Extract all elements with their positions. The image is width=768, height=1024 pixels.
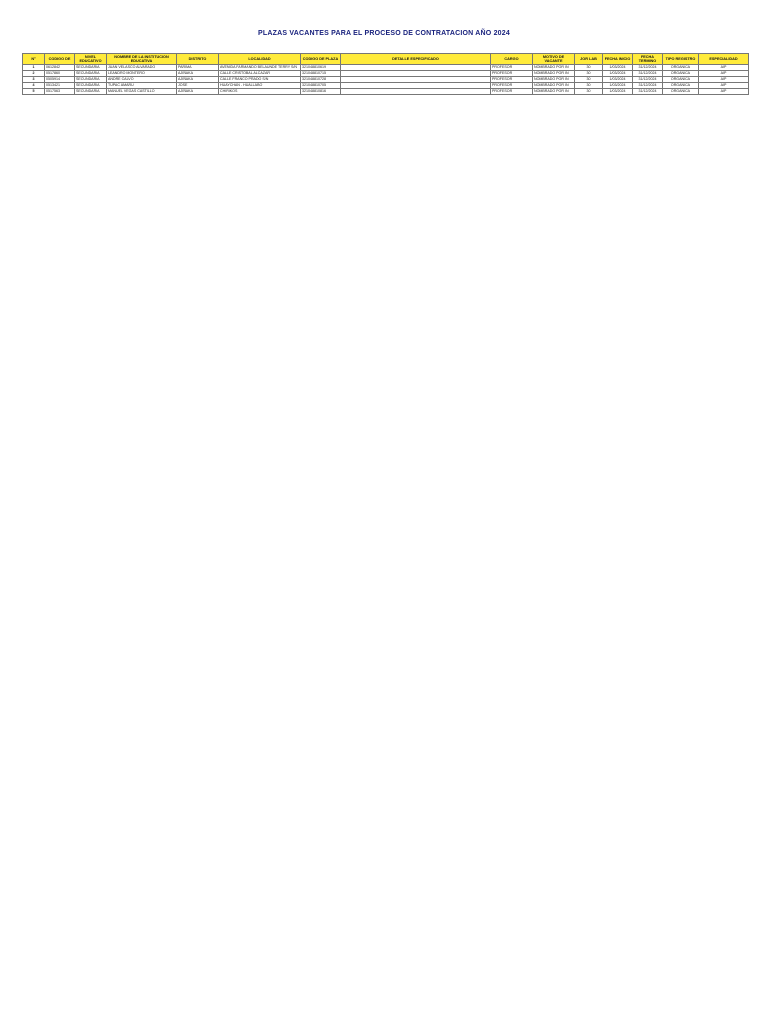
table-row xyxy=(23,89,749,95)
fecha-termino-cell: 31/12/2024 xyxy=(633,65,663,71)
cargo-cell: PROFESOR xyxy=(491,65,533,71)
nivel-educativo-cell: SECUNDARIA xyxy=(75,65,107,71)
col-codigo-modular-header: CODIGO DE xyxy=(45,54,75,65)
tipo-registro-cell: ORGANICA xyxy=(663,77,699,83)
institucion-educativa-cell: ANDRE CALVO xyxy=(107,77,177,83)
localidad-cell: AVENIDA FARMANDO BELAUNDE TERRY S/N xyxy=(219,65,301,71)
jornada-laboral-cell: 30 xyxy=(575,83,603,89)
codigo-plaza-cell: 321048810715 xyxy=(301,71,341,77)
codigo-plaza-cell: 321048810619 xyxy=(301,65,341,71)
codigo-modular-cell: 0517563 xyxy=(45,89,75,95)
institucion-educativa-cell: LEANDRO MONTERO xyxy=(107,71,177,77)
jornada-laboral-cell: 30 xyxy=(575,71,603,77)
page-title: PLAZAS VACANTES PARA EL PROCESO DE CONTRATACION AÑO 2024 xyxy=(258,30,510,37)
especialidad-cell: AIP xyxy=(699,89,749,95)
jornada-laboral-cell: 30 xyxy=(575,89,603,95)
tipo-registro-cell: ORGANICA xyxy=(663,89,699,95)
col-numero-header: N° xyxy=(23,54,45,65)
distrito-cell: JOSE xyxy=(177,83,219,89)
motivo-vacante-cell: NOMBRADO POR IN xyxy=(533,83,575,89)
fecha-inicio-cell: 1/03/2024 xyxy=(603,71,633,77)
cargo-cell: PROFESOR xyxy=(491,71,533,77)
fecha-termino-cell: 31/12/2024 xyxy=(633,71,663,77)
col-fecha-inicio-header: FECHA INICIO xyxy=(603,54,633,65)
cargo-cell: PROFESOR xyxy=(491,89,533,95)
fecha-inicio-cell: 1/03/2024 xyxy=(603,65,633,71)
motivo-vacante-cell: NOMBRADO POR IN xyxy=(533,71,575,77)
localidad-cell: CALLE FRANCO PRADO S/N xyxy=(219,77,301,83)
distrito-cell: AJIÑAKA xyxy=(177,77,219,83)
col-codigo-plaza-header: CODIGO DE PLAZA xyxy=(301,54,341,65)
col-nivel-educativo-header: NIVEL EDUCATIVO xyxy=(75,54,107,65)
row-number-cell: 2 xyxy=(23,71,45,77)
nivel-educativo-cell: SECUNDARIA xyxy=(75,71,107,77)
institucion-educativa-cell: JUAN VELASCO ALVARADO xyxy=(107,65,177,71)
col-detalle-header: DETALLE ESPECIFICADO xyxy=(341,54,491,65)
row-number-cell: 3 xyxy=(23,77,45,83)
col-localidad-header: LOCALIDAD xyxy=(219,54,301,65)
jornada-laboral-cell: 30 xyxy=(575,77,603,83)
codigo-modular-cell: 0505914 xyxy=(45,77,75,83)
nivel-educativo-cell: SECUNDARIA xyxy=(75,83,107,89)
fecha-termino-cell: 31/12/2024 xyxy=(633,83,663,89)
nivel-educativo-cell: SECUNDARIA xyxy=(75,89,107,95)
fecha-termino-cell: 31/12/2024 xyxy=(633,77,663,83)
especialidad-cell: AIP xyxy=(699,71,749,77)
col-institucion-header: NOMBRE DE LA INSTITUCION EDUCATIVA xyxy=(107,54,177,65)
row-number-cell: 1 xyxy=(23,65,45,71)
motivo-vacante-cell: NOMBRADO POR IN xyxy=(533,65,575,71)
fecha-inicio-cell: 1/03/2024 xyxy=(603,89,633,95)
fecha-termino-cell: 31/12/2024 xyxy=(633,89,663,95)
col-motivo-vacante-header: MOTIVO DE VACANTE xyxy=(533,54,575,65)
localidad-cell: CHIRIKOS xyxy=(219,89,301,95)
row-number-cell: 4 xyxy=(23,83,45,89)
especialidad-cell: AIP xyxy=(699,83,749,89)
codigo-modular-cell: 0517860 xyxy=(45,71,75,77)
col-fecha-termino-header: FECHA TERMINO xyxy=(633,54,663,65)
row-number-cell: 5 xyxy=(23,89,45,95)
tipo-registro-cell: ORGANICA xyxy=(663,71,699,77)
tipo-registro-cell: ORGANICA xyxy=(663,83,699,89)
col-especialidad-header: ESPECIALIDAD xyxy=(699,54,749,65)
col-distrito-header: DISTRITO xyxy=(177,54,219,65)
col-tipo-registro-header: TIPO REGISTRO xyxy=(663,54,699,65)
institucion-educativa-cell: TUPAC AMARU xyxy=(107,83,177,89)
especialidad-cell: AIP xyxy=(699,77,749,83)
motivo-vacante-cell: NOMBRADO POR IN xyxy=(533,89,575,95)
motivo-vacante-cell: NOMBRADO POR IN xyxy=(533,77,575,83)
table-body xyxy=(23,65,749,95)
cargo-cell: PROFESOR xyxy=(491,77,533,83)
localidad-cell: CALLE CRISTOBAL ALCAZAR xyxy=(219,71,301,77)
distrito-cell: PARIMA xyxy=(177,65,219,71)
especialidad-cell: AIP xyxy=(699,65,749,71)
distrito-cell: AJIÑAKA xyxy=(177,89,219,95)
cargo-cell: PROFESOR xyxy=(491,83,533,89)
col-jornada-header: JOR LAB xyxy=(575,54,603,65)
vacancies-table xyxy=(22,53,749,95)
localidad-cell: HUAYCHAN - HUALLABO xyxy=(219,83,301,89)
fecha-inicio-cell: 1/03/2024 xyxy=(603,77,633,83)
fecha-inicio-cell: 1/03/2024 xyxy=(603,83,633,89)
detalle-especificado-cell xyxy=(341,89,491,95)
table-header-row xyxy=(23,54,749,65)
distrito-cell: AJIÑAKA xyxy=(177,71,219,77)
col-cargo-header: CARGO xyxy=(491,54,533,65)
codigo-plaza-cell: 321048810705 xyxy=(301,83,341,89)
codigo-plaza-cell: 321048810816 xyxy=(301,89,341,95)
codigo-modular-cell: 0513421 xyxy=(45,83,75,89)
codigo-modular-cell: 0612842 xyxy=(45,65,75,71)
nivel-educativo-cell: SECUNDARIA xyxy=(75,77,107,83)
institucion-educativa-cell: MANUEL VEGAS CASTILLO xyxy=(107,89,177,95)
tipo-registro-cell: ORGANICA xyxy=(663,65,699,71)
jornada-laboral-cell: 30 xyxy=(575,65,603,71)
codigo-plaza-cell: 321048810728 xyxy=(301,77,341,83)
